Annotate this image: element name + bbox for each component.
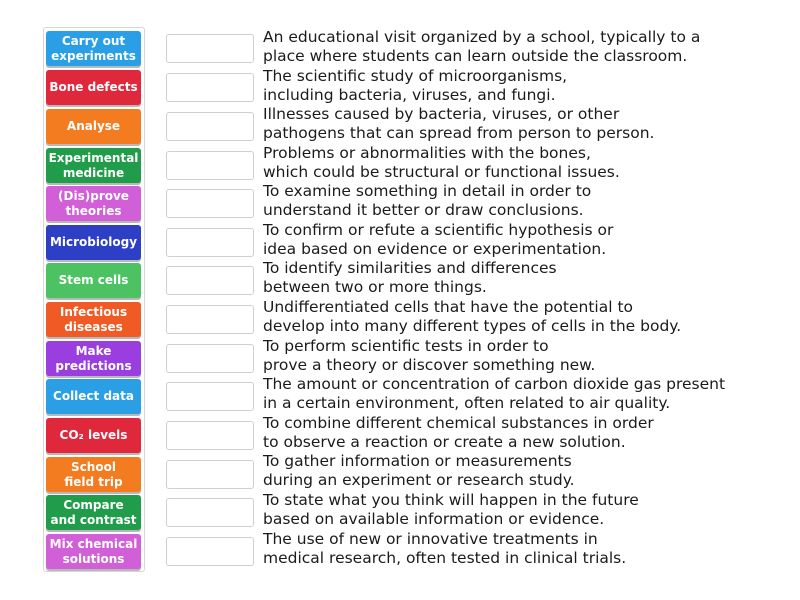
drop-slot[interactable] [166, 189, 254, 218]
drop-slot[interactable] [166, 498, 254, 527]
drop-slot[interactable] [166, 34, 254, 63]
description-text: Problems or abnormalities with the bones, which could be structural or functional issues. [263, 144, 620, 181]
drop-slot[interactable] [166, 344, 254, 373]
description-text: Undifferentiated cells that have the potential to develop into many different types of cells in the body. [263, 298, 682, 335]
tile-school-field-trip[interactable]: School field trip [46, 457, 141, 492]
drop-slot[interactable] [166, 305, 254, 334]
tile-mix-chemical-solutions[interactable]: Mix chemical solutions [46, 534, 141, 569]
drop-slot[interactable] [166, 421, 254, 450]
description-text: To examine something in detail in order to understand it better or draw conclusions. [263, 182, 592, 219]
description-text: The amount or concentration of carbon dioxide gas present in a certain environment, often related to air quality. [263, 375, 726, 412]
drop-slot[interactable] [166, 112, 254, 141]
drop-slot[interactable] [166, 460, 254, 489]
description-text: To identify similarities and differences between two or more things. [263, 259, 557, 296]
tile-experimental-medicine[interactable]: Experimental medicine [46, 148, 141, 183]
tile-bone-defects[interactable]: Bone defects [46, 70, 141, 105]
drop-slot[interactable] [166, 151, 254, 180]
tile-infectious-diseases[interactable]: Infectious diseases [46, 302, 141, 337]
description-text: To combine different chemical substances in order to observe a reaction or create a new solution. [263, 414, 654, 451]
tile-disprove-theories[interactable]: (Dis)prove theories [46, 186, 141, 221]
description-text: To perform scientific tests in order to prove a theory or discover something new. [263, 337, 596, 374]
drop-slot[interactable] [166, 537, 254, 566]
drop-slot[interactable] [166, 73, 254, 102]
description-text: The scientific study of microorganisms, including bacteria, viruses, and fungi. [263, 67, 568, 104]
tile-stem-cells[interactable]: Stem cells [46, 263, 141, 298]
description-text: The use of new or innovative treatments in medical research, often tested in clinical trials. [263, 530, 627, 567]
tile-microbiology[interactable]: Microbiology [46, 225, 141, 260]
tile-analyse[interactable]: Analyse [46, 109, 141, 144]
drop-slot[interactable] [166, 382, 254, 411]
description-text: Illnesses caused by bacteria, viruses, or other pathogens that can spread from person to person. [263, 105, 655, 142]
description-text: An educational visit organized by a school, typically to a place where students can learn outside the classroom. [263, 28, 701, 65]
tile-carry-out-experiments[interactable]: Carry out experiments [46, 31, 141, 66]
drop-slot[interactable] [166, 266, 254, 295]
drop-slot[interactable] [166, 228, 254, 257]
tile-compare-and-contrast[interactable]: Compare and contrast [46, 495, 141, 530]
tile-make-predictions[interactable]: Make predictions [46, 341, 141, 376]
tile-co2-levels[interactable]: CO₂ levels [46, 418, 141, 453]
tile-collect-data[interactable]: Collect data [46, 379, 141, 414]
description-text: To state what you think will happen in the future based on available information or evidence. [263, 491, 639, 528]
description-text: To gather information or measurements during an experiment or research study. [263, 452, 575, 489]
description-text: To confirm or refute a scientific hypothesis or idea based on evidence or experimentation. [263, 221, 614, 258]
